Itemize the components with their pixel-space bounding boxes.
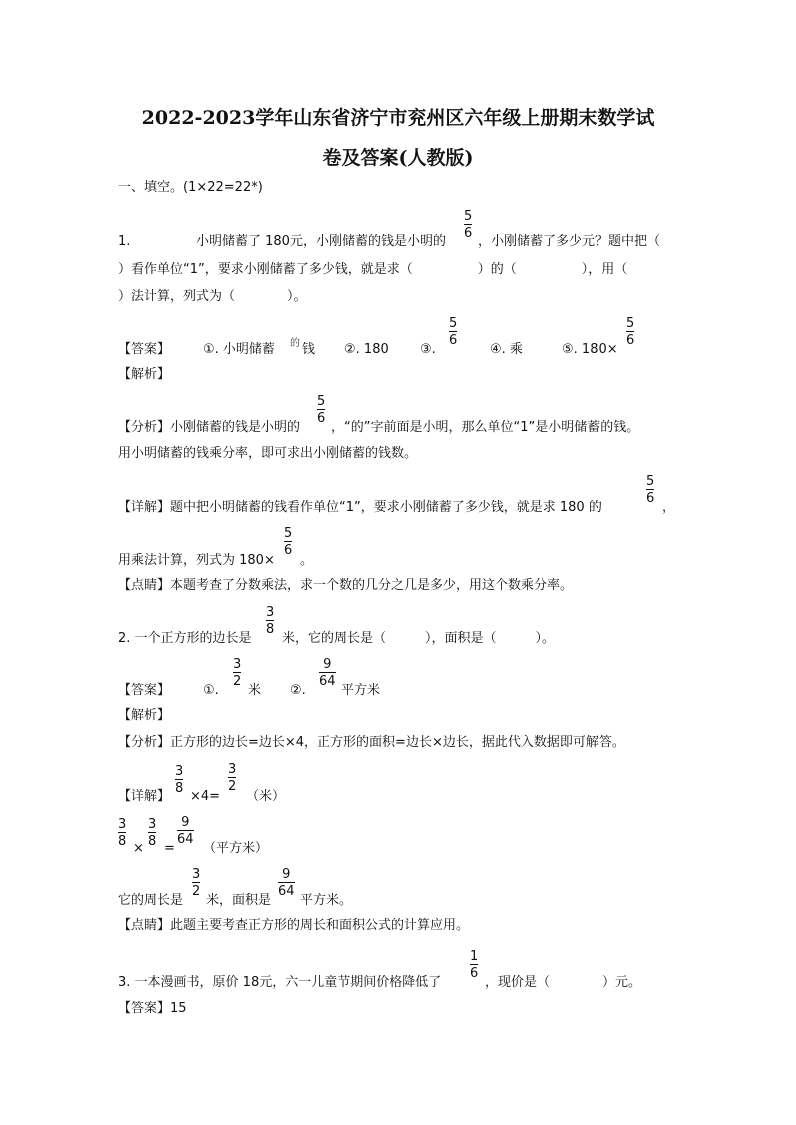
- q1-xiangjie-a: 【详解】题中把小明储蓄的钱看作单位“1”，要求小刚储蓄了多少钱，就是求 180 的: [118, 500, 602, 515]
- q1-xiangjie-b: ，: [662, 500, 676, 515]
- q2-calc-fraction-2: 3 8: [148, 817, 157, 849]
- q2-xiangjie-fraction-1: 3 8: [175, 764, 184, 796]
- q2-xiangjie-mid: ×4=: [190, 789, 221, 804]
- q1-answer-2: ②. 180: [344, 342, 389, 357]
- q1-answer-4: ④. 乘: [490, 342, 523, 357]
- q1-xiangjie-c: 用乘法计算，列式为 180×: [118, 553, 275, 568]
- q1-analysis-label: 【解析】: [118, 367, 171, 382]
- q2-analysis-label: 【解析】: [118, 708, 171, 723]
- q1-xiangjie-c-fraction: 5 6: [284, 526, 293, 558]
- q1-answer-label: 【答案】: [118, 342, 171, 357]
- q2-xiangjie-fraction-2: 3 2: [228, 762, 237, 794]
- q1-answer-5: ⑤. 180×: [562, 342, 618, 357]
- q1-answer-3-fraction: 5 6: [449, 316, 458, 348]
- q2-xiangjie-label: 【详解】: [118, 789, 171, 804]
- q1-answer-3: ③.: [420, 342, 436, 357]
- title-line-1: 2022-2023学年山东省济宁市兖州区六年级上册期末数学试: [141, 107, 655, 129]
- q1-line-2: ）看作单位“1”，要求小刚储蓄了多少钱，就是求（ ）的（ ），用（: [118, 262, 628, 277]
- q1-xiangjie-d: 。: [300, 553, 314, 568]
- q2-calc-fraction-3: 9 64: [177, 815, 194, 847]
- q3-text-b: ，现价是（ ）元。: [485, 975, 642, 990]
- q3-answer: 【答案】15: [118, 1001, 187, 1016]
- q2-answer-2: ②.: [290, 683, 306, 698]
- q1-fenxi-fraction: 5 6: [317, 394, 326, 426]
- section-heading: 一、填空。(1×22=22*): [118, 180, 263, 195]
- q1-answer-1: ①. 小明储蓄: [203, 342, 275, 357]
- q1-xiangjie-fraction: 5 6: [646, 474, 655, 506]
- q1-number: 1.: [118, 234, 131, 249]
- q1-text-b: ，小刚储蓄了多少元？题中把（: [478, 234, 661, 249]
- q2-conclusion-fraction-1: 3 2: [192, 867, 201, 899]
- q2-answer-label: 【答案】: [118, 683, 171, 698]
- q3-fraction: 1 6: [470, 949, 479, 981]
- q2-conclusion-fraction-2: 9 64: [278, 867, 295, 899]
- q2-calc-equals: =: [164, 841, 175, 856]
- q2-conclusion-b: 米，面积是: [206, 893, 272, 908]
- q1-fraction: 5 6: [464, 209, 473, 241]
- q2-text-b: 米，它的周长是（ ），面积是（ ）。: [282, 631, 556, 646]
- q2-text-a: 2. 一个正方形的边长是: [118, 631, 252, 646]
- title-line-2: 卷及答案(人教版): [322, 147, 474, 169]
- q2-fenxi: 【分析】正方形的边长=边长×4，正方形的面积=边长×边长，据此代入数据即可解答。: [118, 735, 625, 750]
- q2-answer-1: ①.: [203, 683, 219, 698]
- q1-fenxi-a: 【分析】小刚储蓄的钱是小明的: [118, 420, 301, 435]
- q2-answer-1-unit: 米: [248, 683, 262, 698]
- q2-answer-2-fraction: 9 64: [319, 657, 336, 689]
- q2-calc-fraction-1: 3 8: [118, 817, 127, 849]
- q2-dianjing: 【点睛】此题主要考查正方形的周长和面积公式的计算应用。: [118, 918, 470, 933]
- q3-text-a: 3. 一本漫画书，原价 18元，六一儿童节期间价格降低了: [118, 975, 442, 990]
- q1-answer-5-fraction: 5 6: [626, 316, 635, 348]
- q1-answer-1b: 钱: [302, 342, 316, 357]
- q2-conclusion-c: 平方米。: [300, 893, 353, 908]
- q2-fraction: 3 8: [266, 605, 275, 637]
- q1-fenxi-c: 用小明储蓄的钱乘分率，即可求出小刚储蓄的钱数。: [118, 446, 418, 461]
- q1-text-a: 小明储蓄了 180元，小刚储蓄的钱是小明的: [196, 234, 446, 249]
- q2-xiangjie-unit: （米）: [246, 789, 286, 804]
- q2-calc-unit: （平方米）: [203, 841, 269, 856]
- q2-conclusion-a: 它的周长是: [118, 893, 184, 908]
- q1-fenxi-b: ，“的”字前面是小明，那么单位“1”是小明储蓄的钱。: [331, 420, 640, 435]
- q2-calc-times: ×: [133, 841, 144, 856]
- q1-answer-1-small: 的: [290, 338, 300, 349]
- q2-answer-1-fraction: 3 2: [233, 657, 242, 689]
- q1-dianjing: 【点睛】本题考查了分数乘法，求一个数的几分之几是多少，用这个数乘分率。: [118, 578, 574, 593]
- q2-answer-2-unit: 平方米: [341, 683, 381, 698]
- q1-line-3: ）法计算，列式为（ ）。: [118, 289, 307, 304]
